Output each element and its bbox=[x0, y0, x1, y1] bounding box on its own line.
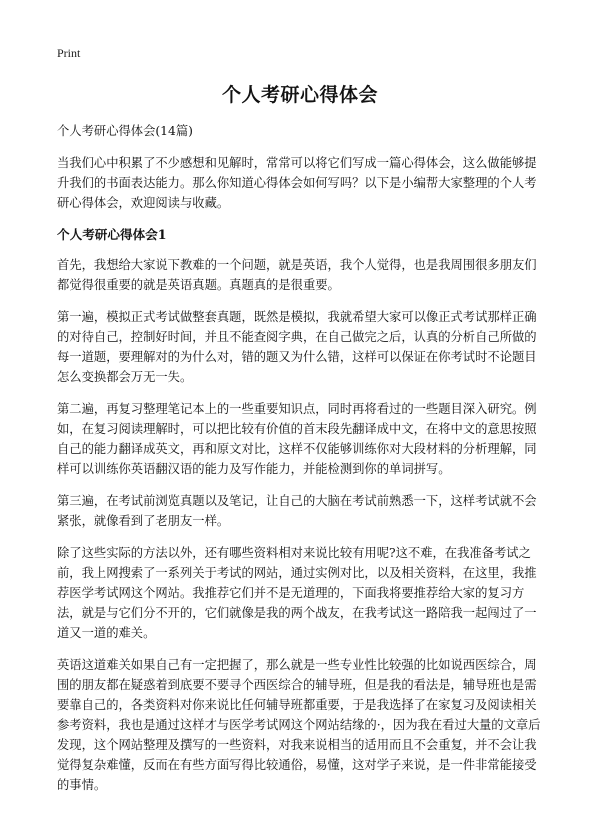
section-heading: 个人考研心得体会1 bbox=[57, 227, 167, 242]
body-paragraph: 第一遍，模拟正式考试做整套真题，既然是模拟，我就希望大家可以像正式考试那样正确的对待自己，控制好时间，并且不能查阅字典，在自己做完之后，认真的分析自己所做的每一道题，要理解对的为什么对，错的题又为什么错，这样可以保证在你考试时不论题目怎么变换都会万无一失。 bbox=[57, 310, 537, 384]
body-paragraph: 首先，我想给大家说下教难的一个问题，就是英语，我个人觉得，也是我周围很多朋友们都觉得很重要的就是英语真题。真题真的是很重要。 bbox=[57, 258, 537, 292]
print-link[interactable]: Print bbox=[57, 46, 81, 60]
body-paragraph: 除了这些实际的方法以外，还有哪些资料相对来说比较有用呢?这不难，在我准备考试之前，我上网搜索了一系列关于考试的网站，通过实例对比，以及相关资料，在这里，我推荐医学考试网这个网站。我推荐它们并不是无道理的，下面我将要推荐给大家的复习方法，就是与它们分不开的，它们就像是我的两个战友，在我考试这一路陪我一起闯过了一道又一道的难关。 bbox=[57, 546, 537, 640]
intro-paragraph: 当我们心中积累了不少感想和见解时，常常可以将它们写成一篇心得体会，这么做能够提升我们的书面表达能力。那么你知道心得体会如何写吗？以下是小编帮大家整理的个人考研心得体会，欢迎阅读与收藏。 bbox=[57, 156, 537, 210]
body-paragraph: 英语这道难关如果自己有一定把握了，那么就是一些专业性比较强的比如说西医综合，周围的朋友都在疑惑着到底要不要寻个西医综合的辅导班，但是我的看法是，辅导班也是需要靠自己的，各类资料对你来说比任何辅导班都重要，于是我选择了在家复习及阅读相关参考资料，我也是通过这样才与医学考试网这个网站结缘的·，因为我在看过大量的文章后发现，这个网站整理及撰写的一些资料，对我来说相当的适用而且不会重复，并不会让我觉得复杂难懂，反而在有些方面写得比较通俗，易懂，这对学子来说，是一件非常能接受的事情。 bbox=[57, 658, 541, 792]
document-subtitle: 个人考研心得体会(14篇) bbox=[57, 124, 193, 138]
document-body bbox=[57, 121, 545, 807]
body-paragraph: 第二遍，再复习整理笔记本上的一些重要知识点，同时再将看过的一些题目深入研究。例如，在复习阅读理解时，可以把比较有价值的首末段先翻译成中文，在将中文的意思按照自己的能力翻译成英文，再和原文对比，这样不仅能够训练你对大段材料的分析理解，同样可以训练你英语翻汉语的能力及写作能力，并能检测到你的单词拼写。 bbox=[57, 402, 537, 476]
document-title: 个人考研心得体会 bbox=[221, 84, 378, 106]
body-paragraph: 第三遍，在考试前浏览真题以及笔记，让自己的大脑在考试前熟悉一下，这样考试就不会紧张，就像看到了老朋友一样。 bbox=[57, 494, 537, 528]
